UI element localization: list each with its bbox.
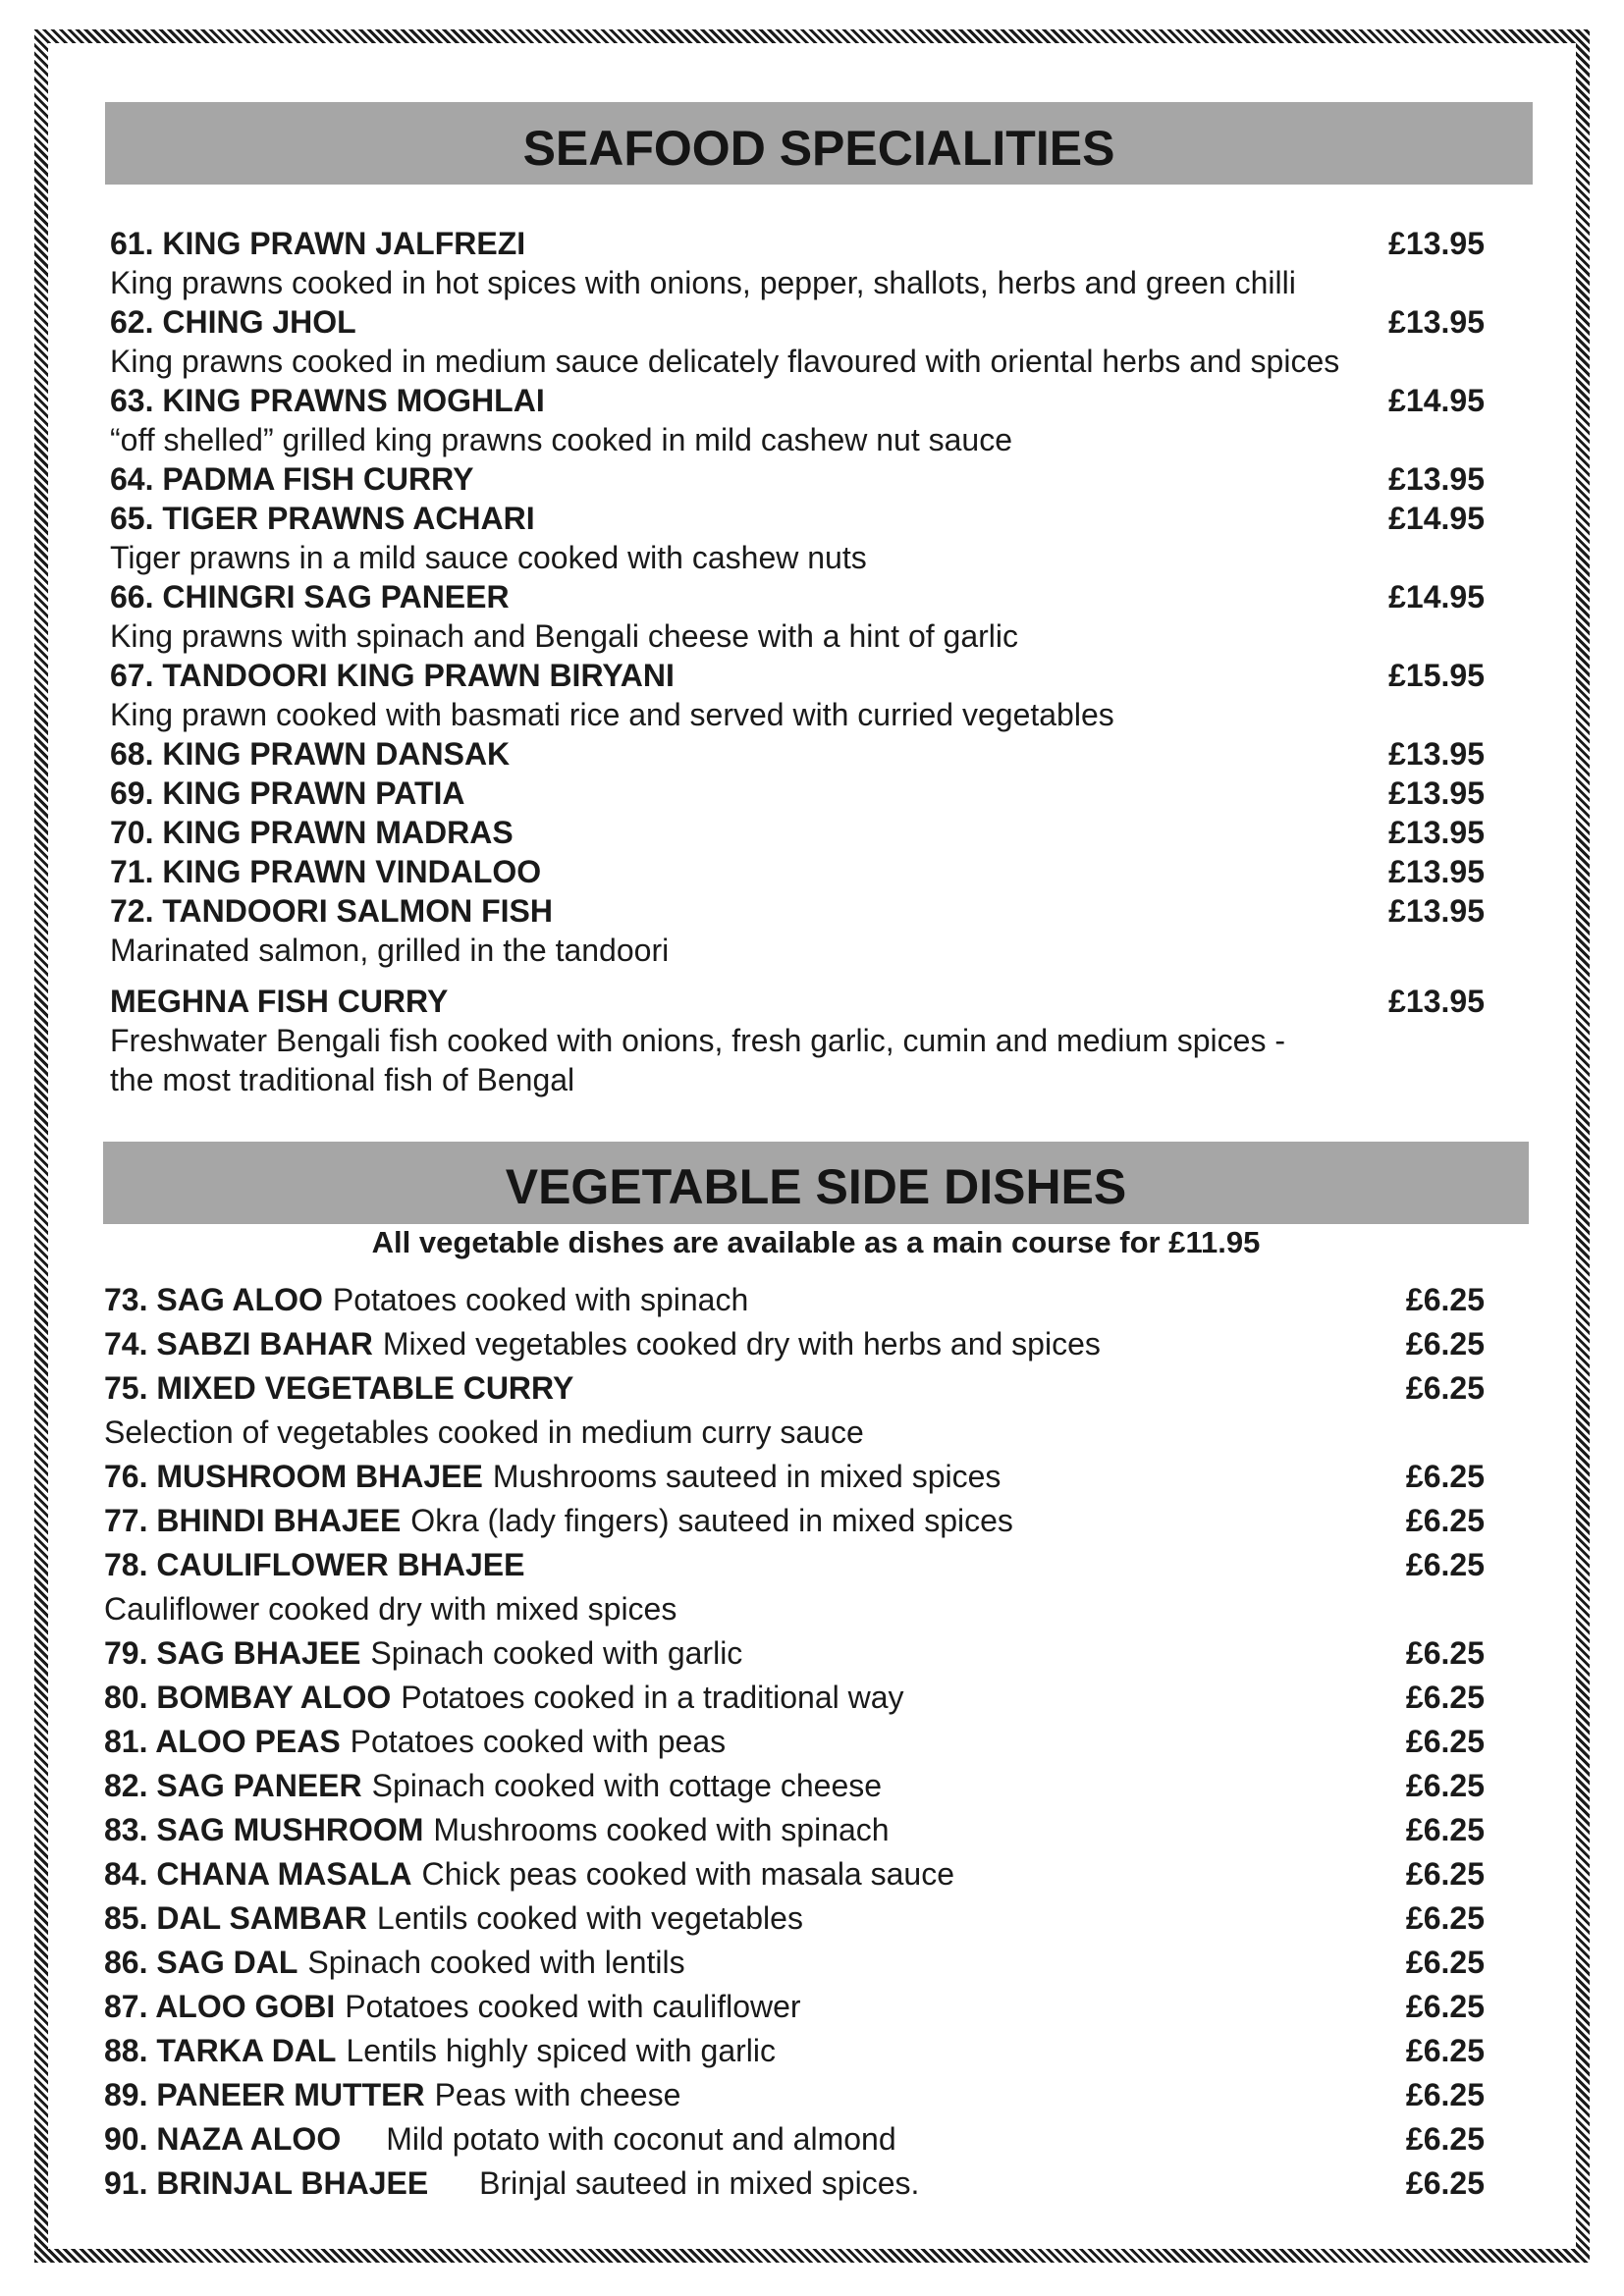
dish-name: 69. KING PRAWN PATIA: [110, 775, 465, 811]
dish-description: [110, 616, 1485, 656]
dish-description: [110, 1060, 1485, 1099]
dish-name: 86. SAG DAL: [104, 1945, 298, 1980]
menu-item: [104, 1455, 1485, 1499]
dish-name: 73. SAG ALOO: [104, 1282, 323, 1317]
dish-price: £14.95: [1388, 579, 1485, 614]
dish-name: 65. TIGER PRAWNS ACHARI: [110, 501, 535, 536]
dish-name: 79. SAG BHAJEE: [104, 1635, 361, 1671]
dish-description-text: Spinach cooked with lentils: [307, 1945, 685, 1980]
dish-description-text: King prawns with spinach and Bengali cheese with a hint of garlic: [110, 618, 1018, 654]
menu-item: [104, 2162, 1485, 2206]
dish-description: [104, 1587, 1485, 1631]
dish-description: [104, 1411, 1485, 1455]
dish-price: £6.25: [1405, 1856, 1485, 1892]
dish-name: 72. TANDOORI SALMON FISH: [110, 893, 553, 929]
dish-description: [110, 931, 1485, 970]
menu-item: [104, 1366, 1485, 1411]
menu-item: [110, 459, 1485, 499]
menu-item: [110, 774, 1485, 813]
dish-name: 67. TANDOORI KING PRAWN BIRYANI: [110, 658, 675, 693]
menu-item: [110, 381, 1485, 420]
menu-item: [110, 499, 1485, 538]
dish-price: £6.25: [1405, 1503, 1485, 1538]
dish-description-text: Marinated salmon, grilled in the tandoori: [110, 933, 670, 968]
dish-description-text: King prawns cooked in medium sauce delicately flavoured with oriental herbs and spices: [110, 344, 1340, 379]
menu-item: [104, 1808, 1485, 1852]
dish-price: £14.95: [1388, 501, 1485, 536]
dish-price: £13.95: [1388, 815, 1485, 850]
vegetable-menu-list: [104, 1278, 1485, 2206]
menu-item: [104, 2117, 1485, 2162]
dish-description-text: Potatoes cooked with peas: [350, 1724, 727, 1759]
dish-description-text: Peas with cheese: [434, 2077, 681, 2112]
dish-name: 62. CHING JHOL: [110, 304, 356, 340]
dish-name: 68. KING PRAWN DANSAK: [110, 736, 511, 772]
menu-item: [104, 1499, 1485, 1543]
dish-description-text: Mushrooms sauteed in mixed spices: [492, 1459, 1001, 1494]
dish-price: £6.25: [1405, 1459, 1485, 1494]
dish-name: 64. PADMA FISH CURRY: [110, 461, 474, 497]
menu-item: [110, 813, 1485, 852]
dish-price: £13.95: [1388, 226, 1485, 261]
dish-price: £14.95: [1388, 383, 1485, 418]
menu-item: [104, 1720, 1485, 1764]
dish-name: 61. KING PRAWN JALFREZI: [110, 226, 526, 261]
dish-description-text: Cauliflower cooked dry with mixed spices: [104, 1591, 677, 1627]
vegetable-section-title: VEGETABLE SIDE DISHES: [103, 1142, 1529, 1224]
menu-item: [110, 852, 1485, 891]
dish-description-text: Brinjal sauteed in mixed spices.: [479, 2165, 920, 2201]
menu-item: [104, 1896, 1485, 1941]
dish-price: £13.95: [1388, 736, 1485, 772]
seafood-menu-list: [110, 224, 1485, 1099]
menu-item: [110, 302, 1485, 342]
dish-description-text: Spinach cooked with garlic: [370, 1635, 743, 1671]
dish-price: £6.25: [1405, 2121, 1485, 2157]
dish-price: £15.95: [1388, 658, 1485, 693]
dish-description-text: King prawns cooked in hot spices with onions, pepper, shallots, herbs and green chilli: [110, 265, 1296, 300]
menu-item: [104, 1764, 1485, 1808]
dish-name: 63. KING PRAWNS MOGHLAI: [110, 383, 545, 418]
dish-name: 90. NAZA ALOO: [104, 2121, 342, 2157]
dish-name: 75. MIXED VEGETABLE CURRY: [104, 1370, 574, 1406]
dish-description-text: Okra (lady fingers) sauteed in mixed spices: [410, 1503, 1013, 1538]
menu-item: [104, 1852, 1485, 1896]
dish-price: £6.25: [1405, 2033, 1485, 2068]
dish-description-text: Potatoes cooked in a traditional way: [401, 1680, 904, 1715]
dish-description-text: Potatoes cooked with cauliflower: [345, 1989, 801, 2024]
dish-name: 88. TARKA DAL: [104, 2033, 337, 2068]
dish-description-text: Mushrooms cooked with spinach: [433, 1812, 890, 1847]
menu-item: [110, 577, 1485, 616]
dish-price: £6.25: [1405, 1680, 1485, 1715]
dish-price: £6.25: [1405, 1326, 1485, 1362]
menu-item: [104, 1543, 1485, 1587]
menu-item: [104, 2073, 1485, 2117]
dish-price: £6.25: [1405, 1900, 1485, 1936]
dish-name: 82. SAG PANEER: [104, 1768, 362, 1803]
dish-price: £6.25: [1405, 1768, 1485, 1803]
dish-name: 78. CAULIFLOWER BHAJEE: [104, 1547, 525, 1582]
dish-description-text: Mixed vegetables cooked dry with herbs and spices: [382, 1326, 1101, 1362]
dish-price: £6.25: [1405, 1812, 1485, 1847]
dish-price: £6.25: [1405, 1547, 1485, 1582]
menu-item: [110, 656, 1485, 695]
dish-description-text: “off shelled” grilled king prawns cooked in mild cashew nut sauce: [110, 422, 1012, 457]
menu-item: [104, 2029, 1485, 2073]
dish-description: [110, 538, 1485, 577]
dish-price: £6.25: [1405, 1724, 1485, 1759]
dish-price: £6.25: [1405, 2165, 1485, 2201]
dish-name: 89. PANEER MUTTER: [104, 2077, 425, 2112]
dish-name: 87. ALOO GOBI: [104, 1989, 336, 2024]
dish-name: 74. SABZI BAHAR: [104, 1326, 373, 1362]
dish-price: £6.25: [1405, 1282, 1485, 1317]
dish-name: 71. KING PRAWN VINDALOO: [110, 854, 542, 889]
dish-description-text: the most traditional fish of Bengal: [110, 1062, 575, 1097]
menu-item: [104, 1985, 1485, 2029]
dish-price: £13.95: [1388, 854, 1485, 889]
dish-description-text: Freshwater Bengali fish cooked with onions, fresh garlic, cumin and medium spices -: [110, 1023, 1285, 1058]
dish-name: 85. DAL SAMBAR: [104, 1900, 367, 1936]
seafood-section-title: SEAFOOD SPECIALITIES: [105, 102, 1533, 185]
dish-description-text: Spinach cooked with cottage cheese: [371, 1768, 883, 1803]
dish-description-text: King prawn cooked with basmati rice and served with curried vegetables: [110, 697, 1114, 732]
menu-item: [104, 1322, 1485, 1366]
menu-item: [104, 1941, 1485, 1985]
dish-name: 76. MUSHROOM BHAJEE: [104, 1459, 483, 1494]
dish-description-text: Chick peas cooked with masala sauce: [421, 1856, 954, 1892]
dish-name: 84. CHANA MASALA: [104, 1856, 412, 1892]
dish-name: 80. BOMBAY ALOO: [104, 1680, 392, 1715]
dish-description-text: Lentils cooked with vegetables: [376, 1900, 803, 1936]
menu-item: [110, 982, 1485, 1021]
dish-price: £6.25: [1405, 1945, 1485, 1980]
dish-price: £13.95: [1388, 775, 1485, 811]
menu-item: [104, 1631, 1485, 1676]
dish-name: 66. CHINGRI SAG PANEER: [110, 579, 510, 614]
dish-description: [110, 263, 1485, 302]
dish-description: [110, 342, 1485, 381]
dish-description-text: Lentils highly spiced with garlic: [346, 2033, 776, 2068]
dish-price: £6.25: [1405, 1635, 1485, 1671]
dish-description-text: Selection of vegetables cooked in medium curry sauce: [104, 1415, 864, 1450]
dish-description: [110, 1021, 1485, 1060]
dish-name: 70. KING PRAWN MADRAS: [110, 815, 514, 850]
dish-name: 81. ALOO PEAS: [104, 1724, 341, 1759]
dish-price: £13.95: [1388, 984, 1485, 1019]
dish-description: [110, 695, 1485, 734]
main-course-note: All vegetable dishes are available as a main course for £11.95: [371, 1225, 1261, 1259]
dish-name: 83. SAG MUSHROOM: [104, 1812, 424, 1847]
dish-description-text: Potatoes cooked with spinach: [332, 1282, 749, 1317]
dish-name: MEGHNA FISH CURRY: [110, 984, 449, 1019]
dish-description-text: Mild potato with coconut and almond: [386, 2121, 896, 2157]
dish-price: £6.25: [1405, 2077, 1485, 2112]
menu-item: [104, 1676, 1485, 1720]
dish-price: £13.95: [1388, 304, 1485, 340]
menu-item: [110, 224, 1485, 263]
menu-item: [110, 891, 1485, 931]
dish-description-text: Tiger prawns in a mild sauce cooked with cashew nuts: [110, 540, 867, 575]
dish-name: 77. BHINDI BHAJEE: [104, 1503, 402, 1538]
dish-name: 91. BRINJAL BHAJEE: [104, 2165, 429, 2201]
dish-price: £13.95: [1388, 461, 1485, 497]
dish-description: [110, 420, 1485, 459]
dish-price: £6.25: [1405, 1989, 1485, 2024]
menu-item: [110, 734, 1485, 774]
dish-price: £6.25: [1405, 1370, 1485, 1406]
menu-item: [104, 1278, 1485, 1322]
dish-price: £13.95: [1388, 893, 1485, 929]
